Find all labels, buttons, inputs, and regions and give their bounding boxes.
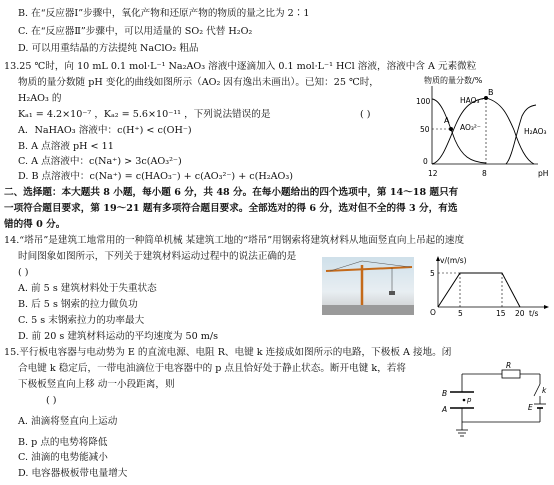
- q15-stem-line2: 合电键 k 稳定后，一带电油滴位于电容器中的 p 点且恰好处于静止状态。断开电键 k，若将: [18, 363, 406, 374]
- q13-fraction-chart: [410, 72, 552, 180]
- q15-resistor: [502, 370, 520, 378]
- q14-crane-photo: [322, 257, 414, 315]
- q13-stem-line4: Kₐ₁ = 4.2×10⁻⁷ ，Kₐ₂ = 5.6×10⁻¹¹ ，下列说法错误的是: [18, 109, 271, 120]
- q13-chart-title: 物质的量分数/%: [424, 76, 483, 85]
- q14-ytick-5: 5: [430, 269, 435, 278]
- q12-option-d: D. 可以用重结晶的方法提纯 NaClO₂ 粗品: [18, 43, 199, 54]
- q14-ylabel: v/(m/s): [440, 256, 467, 265]
- q15-option-b: B. p 点的电势将降低: [18, 437, 108, 448]
- q14-option-b: B. 后 5 s 钢索的拉力做负功: [18, 299, 138, 310]
- q14-answer-bracket: ( ): [18, 267, 29, 278]
- q14-xtick-20: 20: [515, 309, 525, 318]
- q15-option-a: A. 油滴将竖直向上运动: [18, 416, 118, 427]
- q13-xtick-12: 12: [428, 169, 438, 178]
- q14-xtick-5: 5: [458, 309, 463, 318]
- q13-label-h2ao3: H₂AO₃: [524, 127, 547, 136]
- q14-origin: O: [430, 308, 436, 317]
- q13-option-d: D. B 点溶液中：c(Na⁺) = c(HAO₃⁻) + c(AO₃²⁻) + c(H₂AO₃): [18, 171, 294, 182]
- q15-switch-k: [534, 384, 540, 396]
- q13-ytick-100: 100: [416, 97, 431, 106]
- q15-answer-bracket: ( ): [46, 395, 57, 406]
- q15-option-c: C. 油滴的电势能减小: [18, 452, 108, 463]
- q13-stem-line2: 物质的量分数随 pH 变化的曲线如图所示（AO₂ 因有逸出未画出）。已知：25 ℃时，: [18, 77, 379, 88]
- q15-label-b: B: [442, 389, 448, 398]
- q13-xtick-8: 8: [482, 169, 487, 178]
- q13-xlabel: pH: [538, 169, 549, 178]
- q14-velocity-time-graph: [418, 253, 550, 319]
- q15-label-e: E: [528, 403, 533, 412]
- q15-stem-line3: 下极板竖直向上移 动一小段距离，则: [18, 379, 175, 390]
- q13-point-a-dot: [449, 127, 453, 131]
- section2-header-line2: 一项符合题目要求，第 19～21 题有多项符合题目要求。全部选对的得 6 分，选对但不全的得 3 分，有选: [4, 203, 458, 214]
- q13-label-hao3: HAO₃⁻: [460, 96, 484, 105]
- q13-option-a: A．NaHAO₃ 溶液中：c(H⁺) < c(OH⁻): [18, 125, 192, 136]
- q14-option-d: D. 前 20 s 建筑材料运动的平均速度为 50 m/s: [18, 331, 219, 342]
- q13-label-ao3: AO₃²⁻: [460, 123, 481, 132]
- q15-circuit-diagram: [440, 362, 548, 440]
- q13-stem-line1: 13.25 ℃时，向 10 mL 0.1 mol·L⁻¹ Na₂AO₃ 溶液中逐滴加入 0.1 mol·L⁻¹ HCl 溶液，溶液中含 A 元素微粒: [4, 61, 477, 72]
- q14-xlabel: t/s: [529, 309, 539, 318]
- q13-point-b: B: [488, 88, 494, 97]
- q13-option-c: C. A 点溶液中：c(Na⁺) > 3c(AO₃²⁻): [18, 156, 182, 167]
- q15-option-d: D. 电容器极板带电量增大: [18, 468, 128, 479]
- q15-label-r: R: [506, 362, 512, 370]
- q14-option-a: A. 前 5 s 建筑材料处于失重状态: [18, 283, 157, 294]
- q14-stem-line2: 时间图象如图所示，下列关于建筑材料运动过程中的说法正确的是: [18, 251, 297, 262]
- q13-point-a: A: [444, 116, 450, 125]
- q13-curve-hao3: [432, 98, 534, 164]
- q15-label-k: k: [542, 386, 547, 395]
- q13-stem-line3: H₂AO₃ 的: [18, 93, 62, 104]
- q14-xtick-15: 15: [496, 309, 506, 318]
- q15-label-a: A: [442, 405, 448, 414]
- q15-stem-line1: 15.平行板电容器与电动势为 E 的直流电源、电阻 R、电键 k 连接成如图所示的电路，下极板 A 接地。闭: [4, 347, 452, 358]
- q15-oil-droplet: [463, 399, 466, 402]
- q13-ytick-50: 50: [420, 125, 430, 134]
- q14-velocity-line: [438, 273, 520, 307]
- q13-option-b: B. A 点溶液 pH < 11: [18, 141, 114, 152]
- q13-answer-bracket: ( ): [360, 109, 371, 120]
- q15-label-p: p: [467, 396, 472, 404]
- q13-ytick-0: 0: [423, 157, 428, 166]
- q12-option-c: C. 在“反应器Ⅱ”步骤中，可以用适量的 SO₂ 代替 H₂O₂: [18, 26, 253, 37]
- q14-option-c: C. 5 s 末钢索拉力的功率最大: [18, 315, 145, 326]
- q12-option-b: B. 在“反应器Ⅰ”步骤中，氧化产物和还原产物的物质的量之比为 2∶1: [18, 8, 310, 19]
- section2-header-line1: 二、选择题：本大题共 8 小题，每小题 6 分，共 48 分。在每小题给出的四个选项中，第 14～18 题只有: [4, 187, 459, 198]
- q14-stem-line1: 14.“塔吊”是建筑工地常用的一种简单机械 某建筑工地的“塔吊”用钢索将建筑材料从地面竖直向上吊起的速度: [4, 235, 465, 246]
- section2-header-line3: 错的得 0 分。: [4, 219, 66, 230]
